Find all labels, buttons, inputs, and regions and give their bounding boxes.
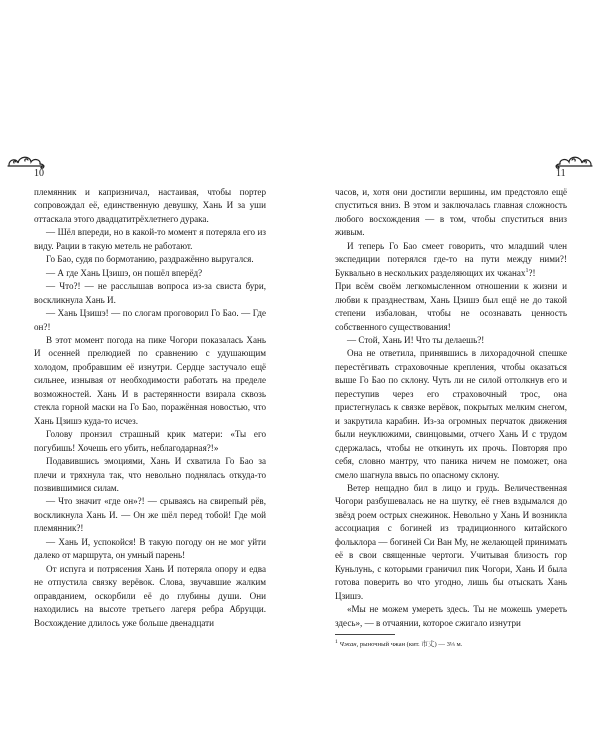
paragraph: — Хань И, успокойся! В такую погоду он не мог уйти далеко от маршрута, он умный парень! [34, 536, 266, 561]
paragraph: Ветер нещадно бил в лицо и грудь. Величественная Чогори разбушевалась не на шутку, её гнев вздымался до звёзд роем острых снежинок. Невольно у Хань И возникла ассоциация с богиней из традиционного китайского фольклора — богиней Си Ван Му, не желающей принимать её в свои священные чертоги. Учитывая близость гор Куньлунь, с которыми граничил пик Чогори, Хань И была готова поверить во что угодно, лишь бы отыскать Хань Цзишэ. [335, 482, 567, 601]
paragraph: — Хань Цзишэ! — по слогам проговорил Го Бао. — Где он?! [34, 308, 266, 332]
paragraph: «Мы не можем умереть здесь. Ты не можешь умереть здесь», — в отчаянии, которое сжигало изнутри [335, 604, 567, 628]
paragraph: — Что значит «где он»?! — срываясь на свирепый рёв, воскликнула Хань И. — Он же шёл перед тобой! Где мой племянник?! [34, 496, 266, 534]
paragraph: Подавившись эмоциями, Хань И схватила Го Бао за плечи и тряхнула так, что невольно поднялась откуда-то позвившимися силам. [34, 456, 266, 493]
paragraph: Голову пронзил страшный крик матери: «Ты его погубишь! Хочешь его убить, неблагодарная?!» [34, 429, 266, 453]
footnote-ref[interactable]: 1 [525, 267, 529, 274]
right-page-text [335, 186, 567, 630]
footnote-term: Чжан, [339, 641, 359, 649]
paragraph [335, 240, 567, 280]
paragraph: От испуга и потрясения Хань И потеряла опору и едва не отпустила связку верёвок. Слова, звучавшие жалким оправданием, оскорбили её до глубины души. Они находились на высоте третьего лагеря ребра Абруцци. Восхождение длилось уже больше двенадцати [34, 563, 266, 628]
footnote-number: 1 [335, 639, 338, 645]
footnote [335, 638, 567, 649]
paragraph: — Что?! — не расслышав вопроса из-за свиста бури, воскликнула Хань И. [34, 281, 266, 305]
paragraph-tail: ?! [528, 267, 536, 278]
page-number-right: 11 [556, 168, 566, 179]
paragraph: При всём своём легкомысленном отношении к жизни и любви к празднествам, Хань Цзишэ был ещё не до такой степени избалован, чтобы не осознавать ценность собственного существования! [335, 281, 567, 332]
page-number-left: 10 [34, 168, 44, 179]
paragraph-text: И теперь Го Бао смеет говорить, что младший член экспедиции потерялся где-то на пути между ними?! Буквально в нескольких разделяющих их чжанах [335, 240, 567, 278]
left-page-text [34, 186, 266, 630]
paragraph: — Стой, Хань И! Что ты делаешь?! [347, 334, 485, 345]
paragraph: часов, и, хотя они достигли вершины, им предстояло ещё спуститься вниз. В этом и заключалась главная сложность любого восхождения — в том, чтобы спуститься вниз живым. [335, 187, 567, 238]
paragraph: Го Бао, судя по бормотанию, раздражённо выругался. [46, 254, 254, 265]
paragraph: — А где Хань Цзишэ, он пошёл вперёд? [46, 267, 203, 278]
paragraph: В этот момент погода на пике Чогори показалась Хань И осенней прелюдией по сравнению с удушающим холодом, пробравшим её изнутри. Сердце застучало ещё сильнее, изнывая от необходимости работать на пределе возможностей. Хань И в растерянности взирала сквозь стекла горной маски на Го Бао, поражённая новостью, что Хань Цзишэ куда-то исчез. [34, 334, 266, 426]
paragraph: племянник и капризничал, настаивая, чтобы портер сопровождал её, единственную девушку, Хань И за уши оттаскала этого двадцатитрёхлетнего дурака. [34, 187, 266, 224]
paragraph: Она не ответила, принявшись в лихорадочной спешке перестёгивать страховочные крепления, чтобы оказаться выше Го Бао по склону. Чуть ли не силой оттолкнув его и переступив через его страховочный трос, она пристегнулась к связке верёвок, покрытых мелким снегом, и закрутила карабин. Из-за огромных перчаток движения были неуклюжими, свинцовыми, отчего Хань И с трудом сдержалась, чтобы не откинуть их прочь. Повторяя про себя, словно мантру, что паника ничем не поможет, она смело шагнула ввысь по опасному склону. [335, 348, 567, 480]
footnote-divider [335, 634, 395, 635]
footnote-text: рыночный чжан (кит. 市丈) — 3⅓ м. [359, 641, 463, 649]
paragraph: — Шёл впереди, но в какой-то момент я потеряла его из виду. Рации в такую метель не работают. [34, 227, 266, 251]
